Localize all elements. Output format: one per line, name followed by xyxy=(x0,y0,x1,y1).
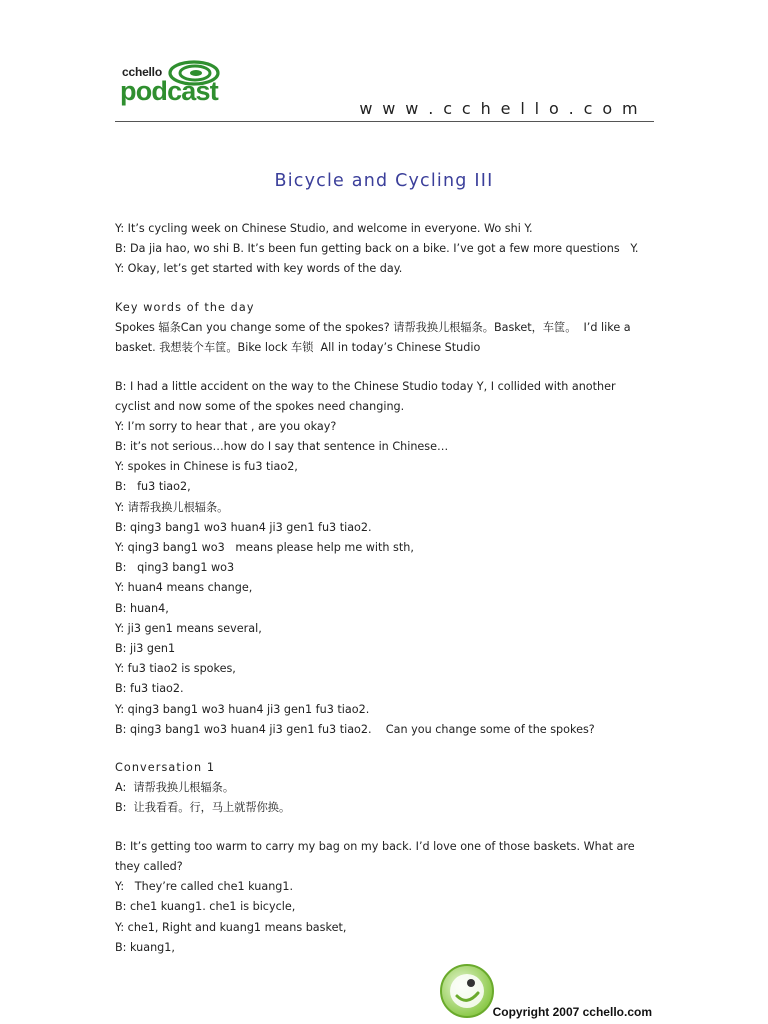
transcript-line: B: fu3 tiao2, xyxy=(115,480,191,494)
transcript-line: Y: Okay, let’s get started with key words of the day. xyxy=(115,262,403,276)
header-divider xyxy=(115,121,654,122)
paragraph-gap xyxy=(115,740,660,758)
transcript-line: B: It’s getting too warm to carry my bag on my back. I’d love one of those baskets. What are xyxy=(115,839,635,853)
transcript-line: Y: They’re called che1 kuang1. xyxy=(115,880,294,894)
transcript-line: Spokes 辐条Can you change some of the spokes? 请帮我换儿根辐条。Basket，车筐。 I’d like a xyxy=(115,320,631,334)
transcript-line: B: fu3 tiao2. xyxy=(115,682,184,696)
transcript-line: B: it’s not serious…how do I say that sentence in Chinese… xyxy=(115,440,449,454)
logo-small-text: cchello xyxy=(122,65,162,79)
transcript-line: Y: che1, Right and kuang1 means basket, xyxy=(115,920,347,934)
transcript-line: B: qing3 bang1 wo3 xyxy=(115,561,235,575)
transcript-line: Y: qing3 bang1 wo3 huan4 ji3 gen1 fu3 tiao2. xyxy=(115,702,370,716)
transcript-line: B: qing3 bang1 wo3 huan4 ji3 gen1 fu3 tiao2. Can you change some of the spokes? xyxy=(115,722,595,736)
transcript-line: basket. 我想装个车筐。Bike lock 车锁 All in today’s Chinese Studio xyxy=(115,341,481,355)
transcript-line: Y: I’m sorry to hear that , are you okay? xyxy=(115,419,337,433)
paragraph-gap xyxy=(115,280,660,298)
transcript-line: Y: fu3 tiao2 is spokes, xyxy=(115,662,236,676)
copyright-text: Copyright 2007 cchello.com xyxy=(492,1005,652,1019)
paragraph-gap xyxy=(115,819,660,837)
transcript-line: Y: It’s cycling week on Chinese Studio, and welcome in everyone. Wo shi Y. xyxy=(115,222,533,235)
section-heading: Key words of the day xyxy=(115,300,255,314)
transcript-line: Y: qing3 bang1 wo3 means please help me with sth, xyxy=(115,541,414,554)
logo-podcast-text: podcast xyxy=(120,76,218,106)
transcript-body xyxy=(115,219,660,958)
transcript-line: B: 让我看看。行，马上就帮你换。 xyxy=(115,801,291,815)
transcript-line: B: ji3 gen1 xyxy=(115,641,176,655)
transcript-line: Y: huan4 means change, xyxy=(115,581,253,595)
document-title: Bicycle and Cycling III xyxy=(274,171,494,191)
transcript-line: Y: 请帮我换儿根辐条。 xyxy=(115,500,229,514)
transcript-line: B: kuang1, xyxy=(115,940,175,954)
transcript-line: they called? xyxy=(115,860,183,873)
transcript-line: A: 请帮我换儿根辐条。 xyxy=(115,781,235,795)
paragraph-gap xyxy=(115,358,660,376)
section-heading: Conversation 1 xyxy=(115,761,216,775)
transcript-line: Y: spokes in Chinese is fu3 tiao2, xyxy=(115,460,298,474)
transcript-line: Y: ji3 gen1 means several, xyxy=(115,621,262,635)
transcript-line: cyclist and now some of the spokes need changing. xyxy=(115,399,405,413)
cchello-mascot-icon xyxy=(438,962,496,1020)
cchello-podcast-logo xyxy=(120,58,230,110)
transcript-line: B: huan4, xyxy=(115,601,169,615)
transcript-line: B: che1 kuang1. che1 is bicycle, xyxy=(115,900,296,914)
transcript-line: B: Da jia hao, wo shi B. It’s been fun getting back on a bike. I’ve got a few more questions Y. xyxy=(115,242,639,256)
site-url: w w w . c c h e l l o . c o m xyxy=(359,99,640,118)
transcript-line: B: qing3 bang1 wo3 huan4 ji3 gen1 fu3 tiao2. xyxy=(115,520,372,534)
transcript-line: B: I had a little accident on the way to the Chinese Studio today Y, I collided with another xyxy=(115,379,616,393)
